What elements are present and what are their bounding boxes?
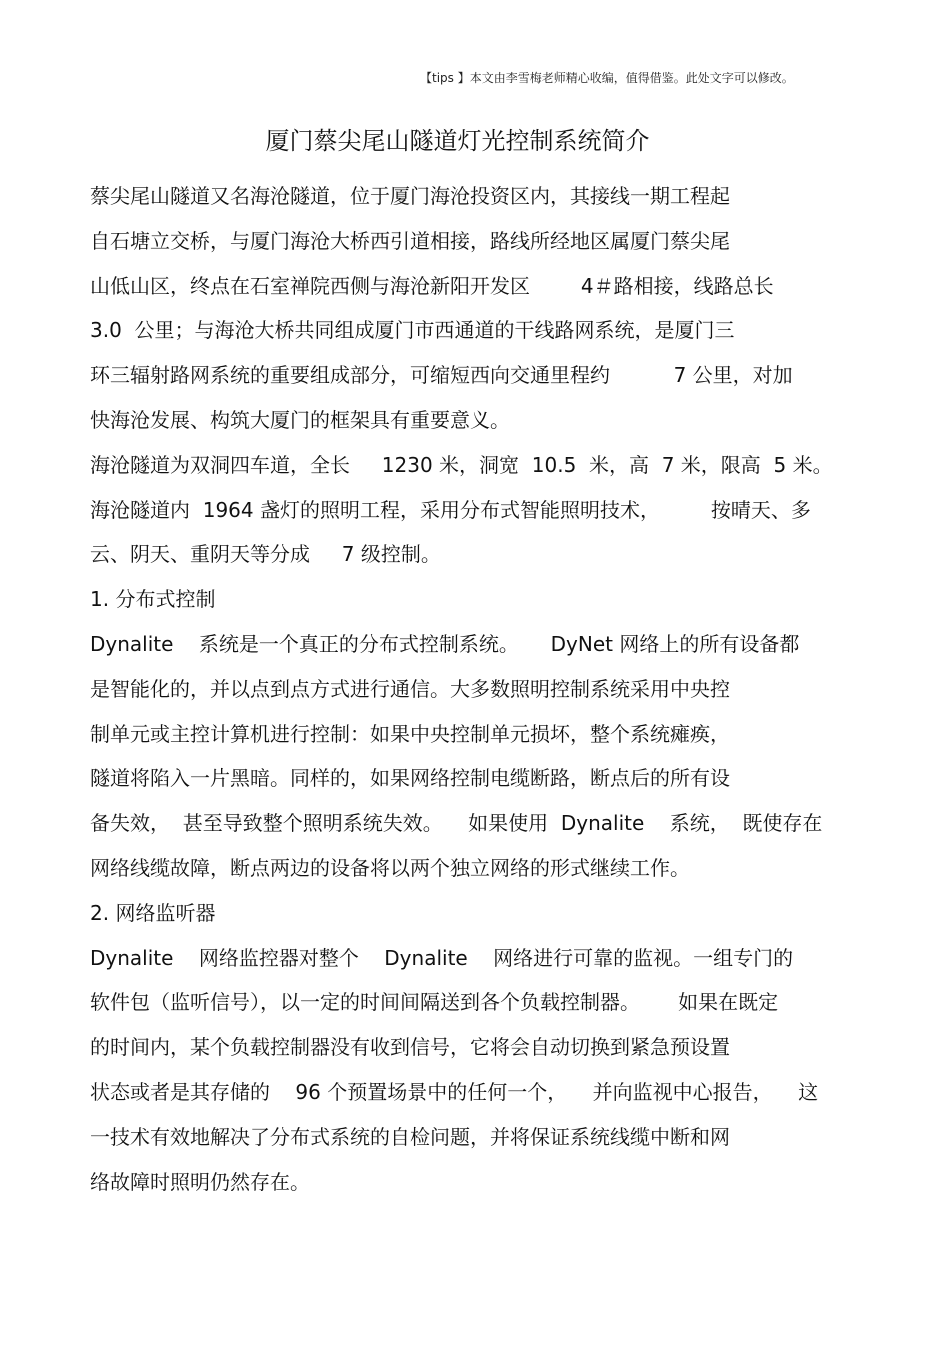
- tips-note: 【tips 】本文由李雪梅老师精心收编，值得借鉴。此处文字可以修改。: [420, 71, 794, 85]
- paragraph-line: 状态或者是其存储的 96 个预置场景中的任何一个， 并向监视中心报告， 这: [90, 1079, 819, 1104]
- paragraph-line: 是智能化的，并以点到点方式进行通信。大多数照明控制系统采用中央控: [90, 676, 730, 701]
- paragraph-line: 自石塘立交桥，与厦门海沧大桥西引道相接，路线所经地区属厦门蔡尖尾: [90, 228, 730, 253]
- paragraph-line: 备失效， 甚至导致整个照明系统失效。 如果使用 Dynalite 系统， 既使存在: [90, 811, 823, 836]
- paragraph-line: 海沧隧道内 1964 盏灯的照明工程，采用分布式智能照明技术， 按晴天、多: [90, 497, 811, 522]
- page-title: 厦门蔡尖尾山隧道灯光控制系统简介: [265, 127, 650, 155]
- paragraph-line: 软件包（监听信号），以一定的时间间隔送到各个负载控制器。 如果在既定: [90, 990, 779, 1015]
- paragraph-line: 制单元或主控计算机进行控制：如果中央控制单元损坏，整个系统瘫痪，: [90, 721, 730, 746]
- paragraph-line: 3.0 公里；与海沧大桥共同组成厦门市西通道的干线路网系统，是厦门三: [90, 318, 735, 343]
- paragraph-line: 蔡尖尾山隧道又名海沧隧道，位于厦门海沧投资区内，其接线一期工程起: [90, 184, 730, 208]
- body-text: [90, 174, 870, 1204]
- paragraph-line: 山低山区，终点在石室禅院西侧与海沧新阳开发区 4＃路相接，线路总长: [90, 273, 774, 298]
- paragraph-line: 的时间内，某个负载控制器没有收到信号，它将会自动切换到紧急预设置: [90, 1035, 730, 1060]
- paragraph-line: 一技术有效地解决了分布式系统的自检问题，并将保证系统线缆中断和网: [90, 1124, 730, 1149]
- paragraph-line: 络故障时照明仍然存在。: [90, 1169, 310, 1194]
- paragraph-line: 网络线缆故障，断点两边的设备将以两个独立网络的形式继续工作。: [90, 855, 690, 880]
- section-heading: 2. 网络监听器: [90, 900, 216, 925]
- paragraph-line: Dynalite 网络监控器对整个 Dynalite 网络进行可靠的监视。一组专门的: [90, 945, 794, 970]
- paragraph-line: 海沧隧道为双洞四车道，全长 1230 米，洞宽 10.5 米，高 7 米，限高 5 米。: [90, 452, 833, 477]
- paragraph-line: 环三辐射路网系统的重要组成部分，可缩短西向交通里程约 7 公里，对加: [90, 363, 793, 388]
- paragraph-line: 快海沧发展、构筑大厦门的框架具有重要意义。: [90, 407, 510, 432]
- section-heading: 1. 分布式控制: [90, 587, 216, 612]
- paragraph-line: 隧道将陷入一片黑暗。同样的，如果网络控制电缆断路，断点后的所有设: [90, 766, 730, 791]
- paragraph-line: 云、阴天、重阴天等分成 7 级控制。: [90, 542, 441, 567]
- paragraph-line: Dynalite 系统是一个真正的分布式控制系统。 DyNet 网络上的所有设备都: [90, 631, 800, 656]
